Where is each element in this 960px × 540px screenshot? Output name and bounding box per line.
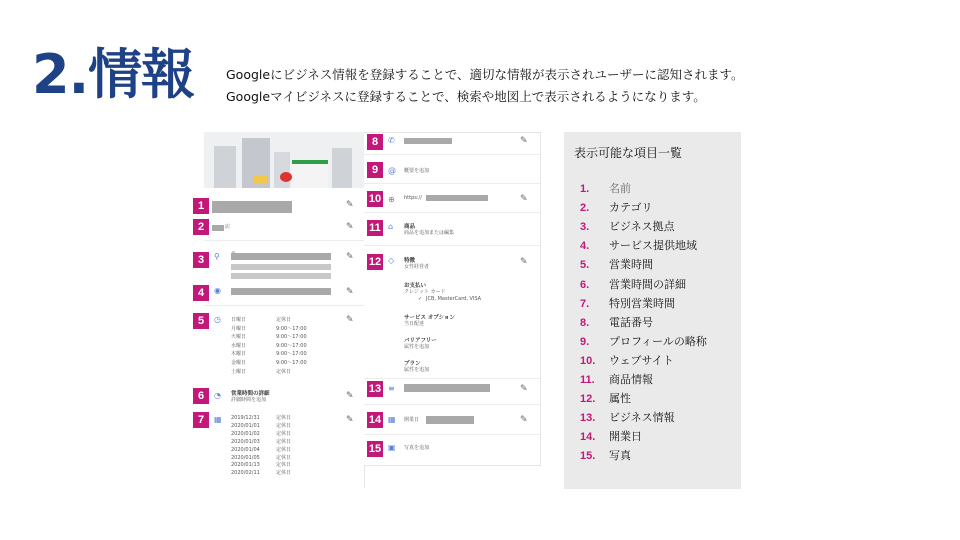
- list-item: [580, 199, 653, 217]
- barrier-title: バリアフリー: [404, 338, 437, 344]
- list-item-number: 3.: [580, 221, 590, 234]
- list-item-number: 14.: [580, 431, 596, 444]
- list-item: [580, 409, 675, 427]
- list-item-label: 開業日: [609, 430, 642, 444]
- tag-icon: ◇: [388, 256, 395, 265]
- list-item-label: 名前: [609, 182, 631, 195]
- badge-6: 6: [193, 388, 209, 404]
- category-suffix: 店: [225, 224, 231, 230]
- list-item-label: 属性: [609, 392, 631, 406]
- business-name-redacted: [212, 201, 292, 213]
- list-item-label: ビジネス情報: [609, 411, 675, 425]
- at-sign-icon: @: [388, 166, 396, 175]
- special-date: 2020/01/01: [231, 422, 260, 429]
- list-item-number: 7.: [580, 297, 590, 310]
- list-item-number: 9.: [580, 335, 590, 348]
- list-item-number: 12.: [580, 393, 596, 406]
- list-item: [580, 276, 686, 294]
- attr-sub: 女性経営者: [404, 264, 430, 270]
- badge-3: 3: [193, 252, 209, 268]
- hours-day: 土曜日: [231, 368, 247, 375]
- special-date: 2020/01/13: [231, 462, 260, 469]
- list-item-number: 6.: [580, 278, 590, 291]
- opening-date-redacted: [426, 416, 474, 424]
- items-list-box: [564, 132, 741, 489]
- special-status: 定休日: [276, 422, 292, 429]
- badge-1: 1: [193, 198, 209, 214]
- hours-day: 火曜日: [231, 334, 247, 341]
- list-item: [580, 390, 631, 408]
- website-prefix: https://: [404, 195, 422, 201]
- edit-phone-icon[interactable]: ✎: [520, 136, 528, 146]
- hours-day: 水曜日: [231, 342, 247, 349]
- special-status: 定休日: [276, 438, 292, 445]
- list-item-label: 営業時間: [609, 258, 653, 272]
- photo-label: 写真を追加: [404, 445, 430, 451]
- badge-13: 13: [368, 383, 382, 395]
- badge-5: 5: [193, 313, 209, 329]
- camera-icon: ▣: [388, 443, 396, 452]
- special-status: 定休日: [276, 446, 292, 453]
- list-item: [580, 314, 653, 332]
- edit-special-hours-icon[interactable]: ✎: [346, 415, 354, 425]
- badge-12: 12: [368, 256, 382, 268]
- service-area-icon: ◉: [214, 286, 221, 295]
- special-date: 2020/02/11: [231, 470, 260, 477]
- list-item: [580, 333, 707, 351]
- list-item-label: 特別営業時間: [609, 296, 675, 310]
- list-item: [580, 352, 674, 370]
- hours-time: 9:00～17:00: [276, 351, 307, 358]
- hours-time: 9:00～17:00: [276, 342, 307, 349]
- address-line-2: [231, 264, 331, 270]
- list-item: [580, 295, 675, 313]
- shop-icon: ⌂: [388, 222, 394, 231]
- list-item-number: 8.: [580, 316, 590, 329]
- list-item-number: 15.: [580, 450, 596, 463]
- special-status: 定休日: [276, 415, 292, 421]
- edit-opening-date-icon[interactable]: ✎: [520, 415, 528, 425]
- attr-title: 特徴: [404, 258, 416, 264]
- products-sub: 商品を追加または編集: [404, 230, 455, 236]
- badge-11: 11: [367, 220, 383, 236]
- barrier-sub: 属性を追加: [404, 344, 430, 350]
- list-item: [580, 237, 697, 255]
- page-title: 2.情報: [32, 43, 195, 106]
- hours-day: 金曜日: [231, 360, 247, 366]
- location-pin-icon: ⚲: [214, 252, 220, 261]
- special-status: 定休日: [276, 462, 292, 469]
- list-item: [580, 428, 642, 446]
- hours-day: 月曜日: [231, 325, 247, 332]
- edit-category-icon[interactable]: ✎: [346, 222, 354, 232]
- badge-10: 10: [368, 193, 382, 205]
- hours-day: 木曜日: [231, 351, 247, 358]
- list-item-label: サービス提供地域: [609, 239, 697, 253]
- list-item-number: 11.: [580, 374, 595, 386]
- list-item-label: カテゴリ: [609, 201, 653, 215]
- hours-day: 日曜日: [231, 317, 247, 323]
- list-item: [580, 371, 653, 389]
- payment-title: お支払い: [404, 283, 427, 289]
- list-item-number: 1.: [580, 183, 590, 195]
- calendar-icon: ▦: [388, 415, 396, 424]
- list-item-label: 商品情報: [609, 373, 653, 386]
- phone-redacted: [404, 138, 452, 144]
- list-item-number: 13.: [580, 412, 596, 425]
- edit-hours-detail-icon[interactable]: ✎: [346, 391, 354, 401]
- special-status: 定休日: [276, 454, 292, 461]
- payment-sub: クレジット カード: [404, 289, 446, 295]
- special-date: 2019/12/31: [231, 415, 260, 421]
- badge-7: 7: [193, 412, 209, 428]
- globe-icon: ⊕: [388, 195, 395, 204]
- opening-label: 開業日: [404, 417, 420, 423]
- list-item-label: 写真: [609, 449, 631, 463]
- category-redacted: [212, 225, 224, 231]
- special-status: 定休日: [276, 470, 292, 477]
- badge-14: 14: [368, 414, 382, 426]
- hours-time: 9:00～17:00: [276, 360, 307, 366]
- items-list-title: 表示可能な項目一覧: [574, 146, 683, 160]
- edit-hours-icon[interactable]: ✎: [346, 315, 354, 325]
- list-item: [580, 218, 675, 236]
- profile-short-name: 概要を追加: [404, 168, 430, 174]
- list-item: [580, 447, 631, 465]
- badge-15: 15: [368, 443, 382, 455]
- list-item-number: 4.: [580, 240, 590, 253]
- special-date: 2020/01/05: [231, 454, 260, 461]
- special-date: 2020/01/04: [231, 446, 260, 453]
- service-sub: 当日配達: [404, 321, 425, 327]
- badge-4: 4: [193, 285, 209, 301]
- badge-8: 8: [367, 134, 383, 150]
- plan-sub: 属性を追加: [404, 367, 430, 373]
- list-item-number: 5.: [580, 259, 590, 272]
- check-icon: ✓: [418, 296, 423, 302]
- list-item-label: 営業時間の詳細: [609, 277, 686, 291]
- hours-time: 定休日: [276, 368, 292, 375]
- business-info-redacted: [404, 384, 490, 392]
- clock-icon: ◷: [214, 315, 221, 324]
- edit-website-icon[interactable]: ✎: [520, 194, 528, 204]
- calendar-icon: ▦: [214, 415, 222, 424]
- list-item-label: ビジネス拠点: [609, 220, 675, 234]
- list-item-label: ウェブサイト: [609, 353, 674, 367]
- list-item-number: 10.: [580, 354, 596, 367]
- text-lines-icon: ≡: [388, 384, 395, 393]
- address-line-3: [231, 273, 331, 279]
- list-item: [580, 180, 631, 198]
- hours-detail-sub: 詳細時間を追加: [231, 397, 267, 403]
- special-date: 2020/01/02: [231, 430, 260, 437]
- service-title: サービス オプション: [404, 315, 455, 321]
- plan-title: プラン: [404, 361, 421, 367]
- edit-attributes-icon[interactable]: ✎: [520, 257, 528, 267]
- list-item-label: 電話番号: [609, 315, 653, 329]
- payment-cards: JCB, MasterCard, VISA: [426, 296, 482, 302]
- edit-name-icon[interactable]: ✎: [346, 200, 354, 210]
- page-description: Googleにビジネス情報を登録することで、適切な情報が表示されユーザーに認知されます。Googleマイビジネスに登録することで、検索や地図上で表示されるようになります。: [226, 67, 744, 104]
- list-item-label: プロフィールの略称: [609, 334, 707, 348]
- hours-detail-title: 営業時間の詳細: [231, 391, 270, 397]
- special-status: 定休日: [276, 430, 292, 437]
- cover-photo: [204, 132, 364, 188]
- badge-2: 2: [193, 219, 209, 235]
- badge-9: 9: [367, 162, 383, 178]
- hours-detail-icon: ◔: [214, 391, 221, 400]
- phone-icon: ✆: [388, 136, 395, 145]
- products-title: 商品: [404, 224, 416, 230]
- special-date: 2020/01/03: [231, 438, 260, 445]
- hours-time: 定休日: [276, 317, 292, 323]
- list-item: [580, 256, 653, 274]
- website-redacted: [426, 195, 488, 201]
- edit-address-icon[interactable]: ✎: [346, 252, 354, 262]
- hours-time: 9:00～17:00: [276, 334, 307, 341]
- edit-service-area-icon[interactable]: ✎: [346, 287, 354, 297]
- service-area-redacted: [231, 288, 331, 295]
- hours-time: 9:00～17:00: [276, 325, 307, 332]
- edit-business-info-icon[interactable]: ✎: [520, 384, 528, 394]
- address-line-1: [231, 253, 331, 260]
- list-item-number: 2.: [580, 202, 590, 215]
